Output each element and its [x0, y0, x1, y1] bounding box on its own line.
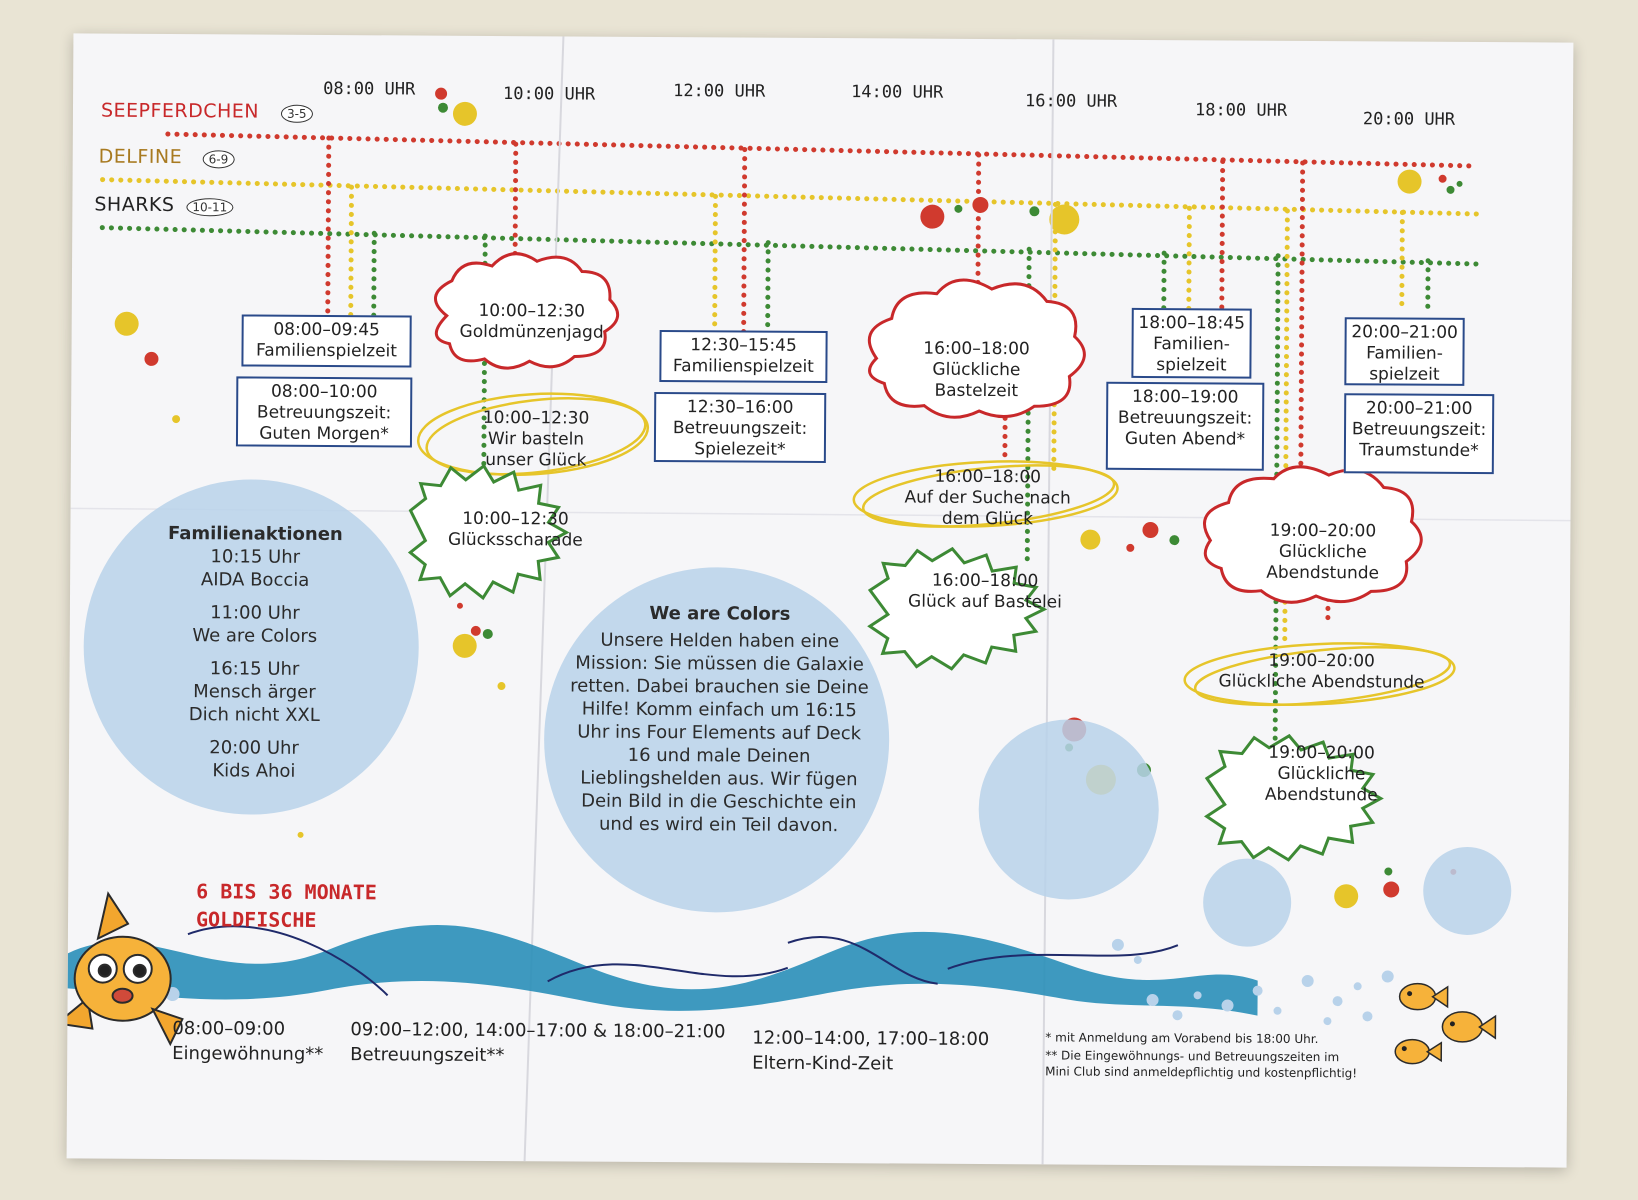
box-time: 12:30–15:45: [690, 335, 797, 356]
activity-label: Glückliche Abendstunde: [1218, 671, 1425, 693]
box-time: 18:00–18:45: [1138, 312, 1245, 334]
goldfische-age: 6 BIS 36 MONATE: [196, 879, 377, 905]
box-label: Familienspielzeit: [672, 356, 814, 377]
activity-label: Auf der Suche nach dem Glück: [904, 487, 1071, 530]
box-time: 12:30–16:00: [686, 397, 794, 418]
hour-label: 14:00 UHR: [851, 82, 944, 103]
group-sharks: SHARKS: [94, 193, 175, 217]
aktion-time: 10:15 Uhr: [210, 546, 301, 568]
box-time: 18:00–19:00: [1131, 386, 1239, 408]
schedule-box: [1344, 317, 1464, 386]
age-badge: 10-11: [186, 198, 233, 216]
box-time: 20:00–21:00: [1365, 398, 1473, 419]
footer-entry: [752, 1026, 989, 1077]
activity-time: 19:00–20:00: [1268, 742, 1375, 764]
schedule-box: [236, 376, 412, 447]
footer-time: 08:00–09:00: [172, 1018, 286, 1040]
box-label: Familien- spielzeit: [1153, 334, 1230, 376]
aktion-time: 20:00 Uhr: [209, 737, 299, 759]
star-activity: [1234, 743, 1409, 807]
box-label: Familienspielzeit: [255, 340, 398, 362]
familienaktionen-title: Familienaktionen: [167, 523, 343, 546]
activity-time: 10:00–12:30: [462, 508, 569, 530]
familienaktionen-text: [139, 522, 371, 783]
footer-label: Eltern-Kind-Zeit: [752, 1052, 894, 1075]
age-badge: 3-5: [281, 105, 313, 123]
box-label: Familien- spielzeit: [1366, 343, 1443, 385]
group-delfine: DELFINE: [98, 145, 183, 169]
activity-label: Goldmünzenjagd: [459, 321, 604, 343]
we-are-colors-text: [569, 601, 870, 837]
activity-time: 10:00–12:30: [478, 300, 586, 322]
box-label: Betreuungszeit: Spielezeit*: [672, 418, 808, 460]
bubble-decor: [978, 719, 1159, 900]
oval-activity: [882, 466, 1092, 530]
box-label: Betreuungszeit: Guten Abend*: [1117, 407, 1253, 450]
schedule-box: [1131, 308, 1251, 379]
bubble-decor: [1423, 847, 1512, 936]
footer-label: Betreuungszeit**: [350, 1044, 505, 1067]
aktion-time: 11:00 Uhr: [210, 602, 300, 624]
activity-time: 19:00–20:00: [1268, 650, 1375, 672]
hour-label: 20:00 UHR: [1362, 109, 1456, 130]
footnote-kosten: ** Die Eingewöhnungs- und Betreuungszeiten im Mini Club sind anmeldepflichtig und kostenpflichtig!: [1045, 1048, 1358, 1081]
hour-label: 12:00 UHR: [673, 81, 766, 102]
bubble-decor: [1203, 858, 1292, 947]
activity-label: Wir basteln unser Glück: [485, 428, 587, 471]
goldfische-title: GOLDFISCHE: [195, 907, 317, 932]
activity-label: Glücksscharade: [447, 529, 583, 551]
schedule-box: [1344, 393, 1494, 474]
box-time: 08:00–09:45: [273, 319, 380, 341]
cloud-activity: [442, 301, 622, 344]
aktion-label: Kids Ahoi: [212, 760, 296, 782]
oval-activity: [1201, 650, 1441, 693]
aktion-label: We are Colors: [192, 625, 318, 647]
we-are-colors-body: Unsere Helden haben eine Mission: Sie müssen die Galaxie retten. Dabei brauchen sie Deine Hilfe! Komm einfach um 16:15 Uhr ins Four Elements auf Deck 16 und male Deinen Lieblingshelden aus. Wir fügen Dein Bild in die Geschichte ein und es wird ein Teil davon.: [570, 629, 869, 837]
box-time: 20:00–21:00: [1351, 322, 1458, 343]
footnote-anmeldung: * mit Anmeldung am Vorabend bis 18:00 Uhr.: [1045, 1030, 1319, 1047]
hour-label: 18:00 UHR: [1194, 100, 1288, 121]
aktion-label: AIDA Boccia: [200, 569, 310, 591]
schedule-box: [659, 330, 827, 383]
schedule-box: [241, 314, 411, 367]
activity-time: 10:00–12:30: [482, 407, 590, 429]
activity-label: Glück auf Bastelei: [908, 591, 1062, 613]
schedule-box: [1106, 382, 1265, 471]
hour-label: 10:00 UHR: [503, 84, 596, 105]
cloud-activity: [891, 338, 1061, 402]
footer-entry: [350, 1017, 725, 1069]
schedule-box: [654, 392, 826, 463]
footer-time: 12:00–14:00, 17:00–18:00: [752, 1027, 990, 1051]
activity-time: 16:00–18:00: [931, 570, 1039, 592]
hour-label: 08:00 UHR: [323, 78, 416, 100]
group-seepferdchen: SEEPFERDCHEN: [100, 99, 260, 123]
aktion-time: 16:15 Uhr: [209, 658, 300, 680]
box-label: Betreuungszeit: Traumstunde*: [1351, 419, 1487, 462]
box-time: 08:00–10:00: [270, 381, 378, 403]
we-are-colors-title: We are Colors: [649, 602, 791, 625]
box-label: Betreuungszeit: Guten Morgen*: [256, 402, 392, 445]
aktion-label: Mensch ärger Dich nicht XXL: [188, 681, 320, 726]
hour-label: 16:00 UHR: [1024, 91, 1118, 112]
footer-time: 09:00–12:00, 14:00–17:00 & 18:00–21:00: [350, 1019, 726, 1043]
oval-activity: [456, 408, 616, 472]
activity-label: Glückliche Bastelzeit: [932, 359, 1021, 402]
activity-time: 16:00–18:00: [923, 338, 1030, 360]
cloud-activity: [1235, 521, 1410, 585]
flyer-paper: [67, 33, 1574, 1167]
footer-label: Eingewöhnung**: [172, 1043, 324, 1065]
footer-entry: [172, 1016, 323, 1067]
activity-time: 16:00–18:00: [934, 466, 1042, 488]
activity-time: 19:00–20:00: [1269, 520, 1377, 542]
star-activity: [890, 570, 1080, 613]
activity-label: Glückliche Abendstunde: [1266, 541, 1380, 584]
age-badge: 6-9: [203, 150, 235, 168]
activity-label: Glückliche Abendstunde: [1264, 763, 1378, 806]
star-activity: [435, 509, 595, 552]
